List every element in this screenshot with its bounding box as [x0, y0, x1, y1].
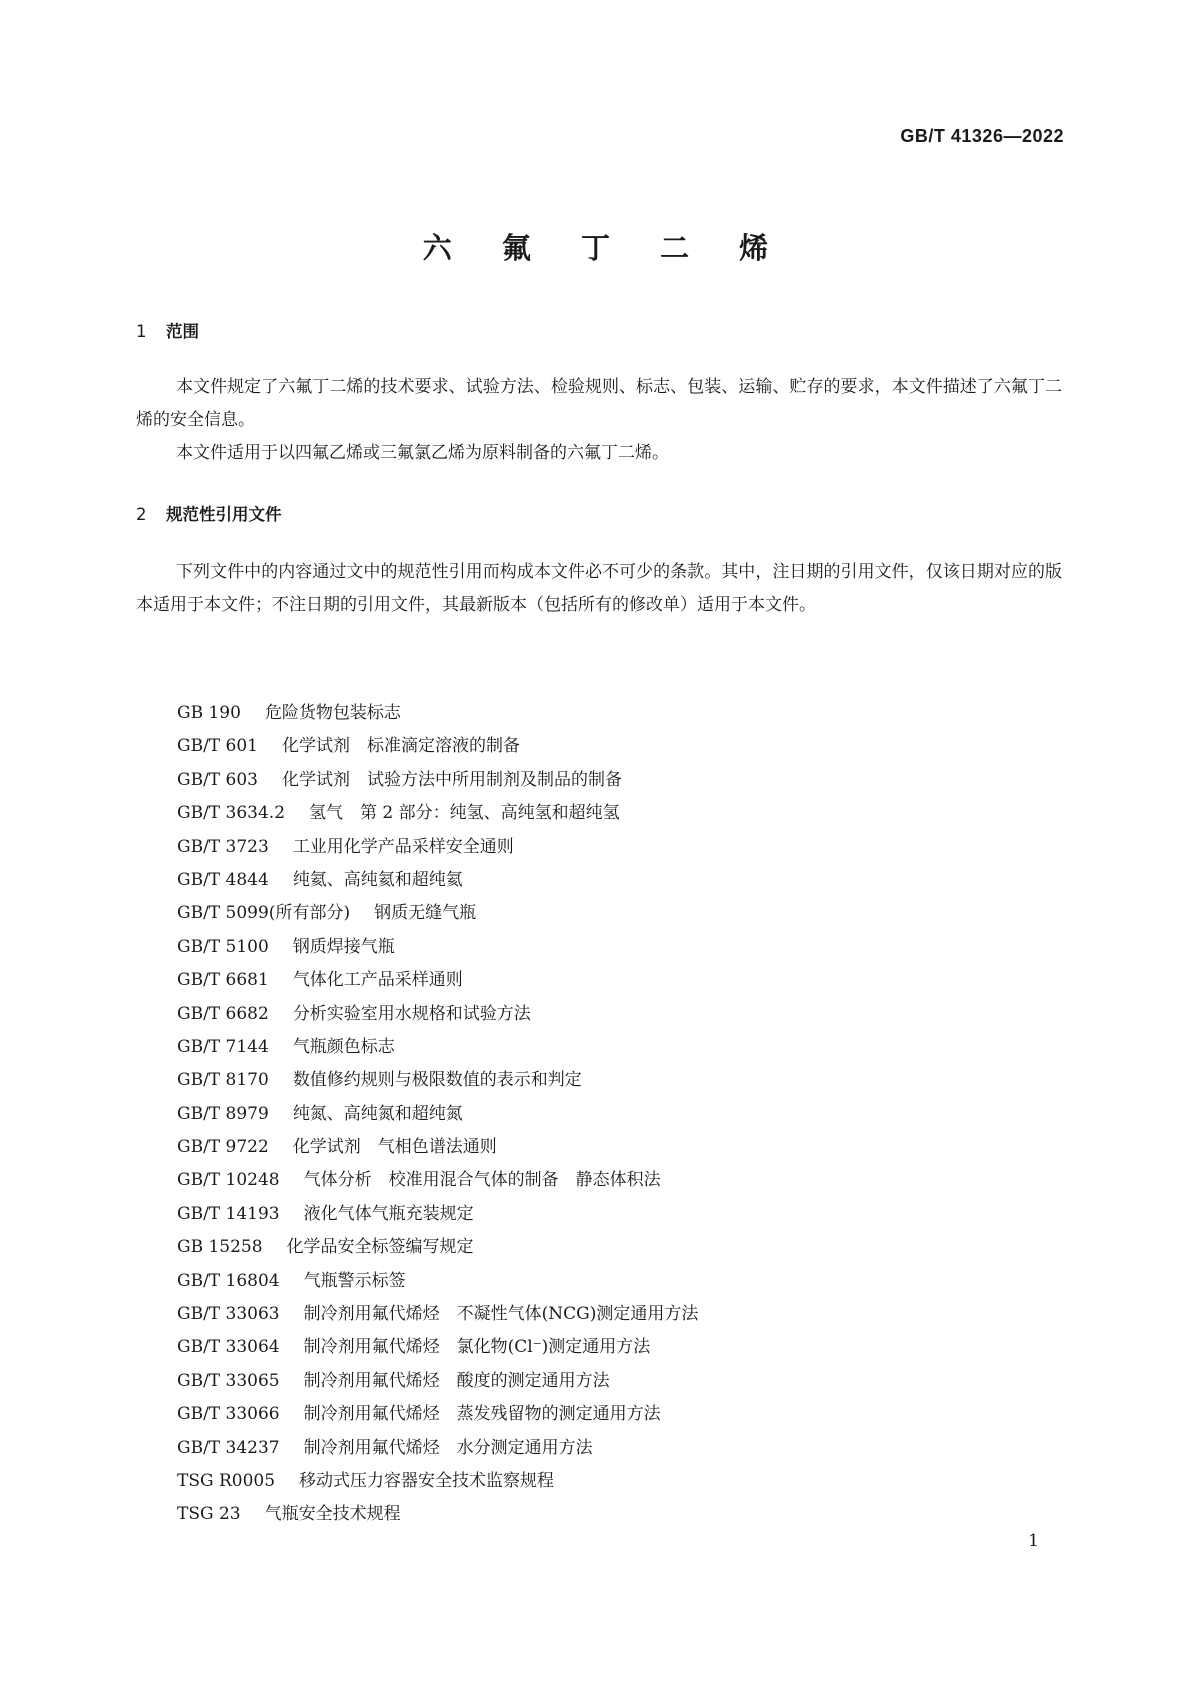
- standard-number: GB/T 41326—2022: [900, 126, 1064, 146]
- reference-item: [177, 1398, 1057, 1431]
- section-1-number: 1: [136, 322, 147, 341]
- reference-title: 数值修约规则与极限数值的表示和判定: [292, 1070, 582, 1091]
- reference-title: 气瓶颜色标志: [292, 1036, 395, 1057]
- section-1-heading: [136, 318, 199, 342]
- reference-code: GB/T 5100: [177, 936, 269, 957]
- reference-code: GB/T 33063: [177, 1304, 280, 1325]
- reference-item: [177, 1265, 1057, 1298]
- reference-title: 纯氮、高纯氮和超纯氮: [292, 1103, 463, 1124]
- reference-item: [177, 1131, 1057, 1164]
- reference-title: 钢质焊接气瓶: [292, 936, 395, 957]
- reference-code: GB/T 3634.2: [177, 803, 286, 824]
- reference-item: [177, 1498, 1057, 1531]
- reference-item: [177, 697, 1057, 730]
- reference-title: 制冷剂用氟代烯烃 氯化物(Cl⁻)测定通用方法: [303, 1337, 651, 1358]
- reference-code: GB/T 16804: [177, 1270, 280, 1291]
- reference-item: [177, 1098, 1057, 1131]
- reference-item: [177, 1298, 1057, 1331]
- reference-title: 化学试剂 气相色谱法通则: [292, 1137, 497, 1158]
- reference-title: 分析实验室用水规格和试验方法: [292, 1003, 531, 1024]
- reference-title: 危险货物包装标志: [264, 703, 401, 723]
- reference-code: GB/T 603: [177, 769, 258, 790]
- reference-item: [177, 931, 1057, 964]
- section-2-title: 规范性引用文件: [166, 505, 282, 524]
- section-1-paragraph: 本文件适用于以四氟乙烯或三氟氯乙烯为原料制备的六氟丁二烯。: [176, 443, 669, 463]
- reference-code: GB/T 601: [177, 736, 258, 757]
- reference-title: 制冷剂用氟代烯烃 蒸发残留物的测定通用方法: [303, 1404, 661, 1425]
- section-2-intro: [136, 556, 1062, 622]
- reference-item: [177, 730, 1057, 763]
- reference-title: 移动式压力容器安全技术监察规程: [299, 1470, 555, 1491]
- reference-code: GB/T 9722: [177, 1137, 269, 1158]
- reference-item: [177, 797, 1057, 830]
- section-1-paragraph: 本文件规定了六氟丁二烯的技术要求、试验方法、检验规则、标志、包装、运输、贮存的要求，本文件描述了六氟丁二烯的安全信息。: [136, 377, 1062, 430]
- reference-title: 钢质无缝气瓶: [374, 903, 477, 924]
- page-number: 1: [1028, 1531, 1039, 1551]
- reference-code: GB/T 33066: [177, 1404, 280, 1425]
- reference-code: GB/T 14193: [177, 1203, 280, 1224]
- reference-item: [177, 1031, 1057, 1064]
- reference-title: 气瓶安全技术规程: [264, 1504, 401, 1525]
- reference-title: 气体分析 校准用混合气体的制备 静态体积法: [303, 1170, 661, 1191]
- reference-item: [177, 1198, 1057, 1231]
- reference-code: GB/T 6682: [177, 1003, 269, 1024]
- section-2-number: 2: [136, 505, 147, 524]
- reference-item: [177, 831, 1057, 864]
- reference-code: GB/T 4844: [177, 869, 269, 890]
- reference-item: [177, 764, 1057, 797]
- reference-title: 气瓶警示标签: [303, 1270, 406, 1291]
- reference-item: [177, 1331, 1057, 1364]
- section-1-title: 范围: [166, 322, 199, 341]
- reference-code: GB/T 33065: [177, 1370, 280, 1391]
- reference-title: 制冷剂用氟代烯烃 不凝性气体(NCG)测定通用方法: [303, 1304, 699, 1325]
- reference-code: GB/T 8170: [177, 1070, 269, 1091]
- reference-code: GB/T 34237: [177, 1437, 280, 1458]
- reference-item: [177, 964, 1057, 997]
- reference-code: GB/T 7144: [177, 1036, 269, 1057]
- reference-code: GB/T 10248: [177, 1170, 280, 1191]
- reference-title: 制冷剂用氟代烯烃 水分测定通用方法: [303, 1437, 593, 1458]
- document-title: 六 氟 丁 二 烯: [422, 231, 789, 265]
- reference-title: 工业用化学产品采样安全通则: [292, 836, 514, 857]
- reference-code: GB 190: [177, 703, 241, 723]
- reference-item: [177, 897, 1057, 930]
- section-2-heading: [136, 501, 282, 525]
- reference-code: GB/T 8979: [177, 1103, 269, 1124]
- reference-code: GB/T 5099(所有部分): [177, 903, 351, 924]
- reference-item: [177, 1465, 1057, 1498]
- reference-item: [177, 998, 1057, 1031]
- reference-item: [177, 864, 1057, 897]
- reference-code: GB/T 3723: [177, 836, 269, 857]
- reference-code: GB 15258: [177, 1237, 263, 1258]
- reference-code: TSG 23: [177, 1504, 241, 1525]
- reference-title: 制冷剂用氟代烯烃 酸度的测定通用方法: [303, 1370, 610, 1391]
- reference-item: [177, 1164, 1057, 1197]
- reference-code: TSG R0005: [177, 1470, 276, 1491]
- reference-title: 化学试剂 标准滴定溶液的制备: [282, 736, 520, 757]
- reference-title: 化学试剂 试验方法中所用制剂及制品的制备: [282, 769, 622, 790]
- reference-code: GB/T 33064: [177, 1337, 280, 1358]
- section-1-body: [136, 371, 1062, 470]
- reference-item: [177, 1064, 1057, 1097]
- reference-item: [177, 1365, 1057, 1398]
- reference-title: 纯氦、高纯氦和超纯氦: [292, 869, 463, 890]
- reference-item: [177, 1432, 1057, 1465]
- reference-title: 气体化工产品采样通则: [292, 970, 463, 991]
- reference-item: [177, 1231, 1057, 1264]
- section-2-intro-paragraph: 下列文件中的内容通过文中的规范性引用而构成本文件必不可少的条款。其中，注日期的引用文件，仅该日期对应的版本适用于本文件；不注日期的引用文件，其最新版本（包括所有的修改单）适用于本文件。: [136, 562, 1062, 615]
- reference-title: 化学品安全标签编写规定: [286, 1237, 474, 1258]
- reference-title: 液化气体气瓶充装规定: [303, 1203, 474, 1224]
- reference-code: GB/T 6681: [177, 970, 269, 991]
- reference-list: [177, 697, 1057, 1532]
- reference-title: 氢气 第 2 部分：纯氢、高纯氢和超纯氢: [309, 803, 620, 824]
